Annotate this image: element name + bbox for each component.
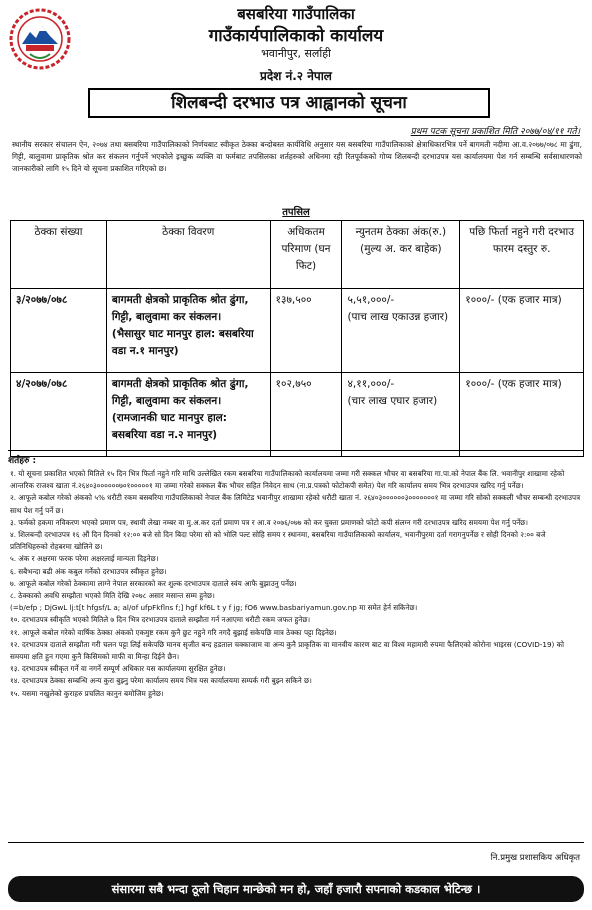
term-item: (=b/efp ; DjGwL lj:t[t hfgsf/L a; al/of ufpFkflns f;] hgf kf6L t y f jg; fO6 www.basbariyamun.gov.np मा समेत हेर्न सकिनेछ। <box>10 603 418 613</box>
province-name: प्रदेश नं.२ नेपाल <box>260 69 332 83</box>
term-item: ११. आफूले कबोल गरेको वार्षिक ठेक्का अंकको एकमुष्ट रकम कुनै छुट नहुने गरि नगदै बुझाई सकेपछि मात्र ठेक्का पट्टा दिइनेछ। <box>10 627 337 637</box>
description-location: (रामजानकी घाट मानपुर हाल: बसबरिया वडा न.२ मानपुर) <box>111 412 227 441</box>
form-fee: १०००/- (एक हजार मात्र) <box>460 373 584 457</box>
letterhead <box>0 0 592 90</box>
col-header-description: ठेक्का विवरण <box>106 221 270 289</box>
signatory-title: नि.प्रमुख प्रशासकिय अधिकृत <box>490 853 580 863</box>
footer-slogan: संसारमा सबै भन्दा ठूलो चिहान मान्छेको मन हो, जहाँ हजारौ सपनाको कडकाल भेटिन्छ । <box>8 876 584 902</box>
amount-words: (चार लाख एघार हजार) <box>347 395 438 407</box>
terms-section <box>8 450 584 843</box>
term-item: १४. दरभाउपत्र ठेक्का सम्बन्धि अन्य कुरा बुझ्नु परेमा कार्यालय समय भित्र यस कार्यालयमा सम्पर्क गरी बुझ्न सकिने छ। <box>10 676 312 686</box>
col-header-max-quantity: अधिकतम परिमाण (घन फिट) <box>270 221 342 289</box>
col-header-contract-no: ठेक्का संख्या <box>11 221 107 289</box>
contract-table <box>10 220 584 457</box>
amount-figure: ५,५१,०००/- <box>347 294 395 306</box>
table-row <box>11 373 584 457</box>
office-address: भवानीपुर, सर्लाही <box>261 47 331 60</box>
publish-date: प्रथम पटक सूचना प्रकाशित मिति २०७७/०४/११ गते। <box>410 127 580 137</box>
term-item: २. आफूले कबोल गरेको अंकको ५% धरौटी रकम बसबरिया गाउँपालिकाको नेपाल बैंक लिमिटेड भवानीपुर शाखामा रहेको धरौटी खाता नं. २६४०३००००००३०००००००१ मा जम्मा गरि सोको सक्कली भौचर सम्बन्धी दरभाउपत्र साथ पेश गर्नु पर्ने छ। <box>10 493 581 515</box>
schedule-heading: तपसिल <box>282 207 310 218</box>
term-item: ५. अंक र अक्षरमा फरक परेमा अक्षरलाई मान्यता दिइनेछ। <box>10 554 159 564</box>
description-main: बागमती क्षेत्रको प्राकृतिक श्रोत ढुंगा, गिट्टी, बालुवामा कर संकलन। <box>111 378 249 407</box>
contract-no: ४/२०७७/०७८ <box>11 373 107 457</box>
term-item: १२. दरभाउपत्र दाताले सम्झौता गरी चलन पट्टा लिई सकेपछि मानव सृजीत बन्द हडताल चक्काजाम वा अन्य कुनै प्राकृतिक वा मानवीय कारण बाट वा विश्व महामारी रुपमा फैलिएको कोरोना भाइरस (COVID-19) को समयमा क्षति हुन गएमा कुनै किसिमको माफी वा मिन्हा दिईने छैन। <box>10 639 564 662</box>
term-item: ७. आफूले कबोल गरेको ठेक्कामा लाग्ने नेपाल सरकारको कर शुल्क दरभाउपत्र दाताले स्वंय आफै बुझाउनु पर्नेछ। <box>10 578 297 588</box>
max-quantity: १०२,७५० <box>270 373 342 457</box>
intro-paragraph: स्थानीय सरकार संचालन ऐन, २०७४ तथा बसबरिया गाउँपालिकाको निर्णयबाट स्वीकृत ठेक्का बन्दोबस्त कार्यविधि अनुसार यस बसबरिया गाउँपालिकाको क्षेत्राधिकारभित्र पर्ने बागमती नदीमा आ.व.२०७७/०७८ मा ढुंगा, गिट्टी, बालुवामा प्राकृतिक श्रोत कर संकलन गर्नुपर्ने भएकोले इच्छुक व्यक्ति वा फर्मबाट तपसिलका शर्तहरुको अधिनमा रही रितपूर्वकको गोप्य शिलबन्दी दरभाउपत्र यस कार्यालयमा पेश गर्न सम्बन्धि सर्वसाधारणको जानकारीको लागि १५ दिने यो सूचना प्रकाशित गरिएको छ। <box>12 140 582 174</box>
min-amount <box>342 373 460 457</box>
contract-description <box>106 373 270 457</box>
municipality-name: बसबरिया गाउँपालिका <box>237 5 355 23</box>
col-header-form-fee: पछि फिर्ता नहुने गरी दरभाउ फारम दस्तुर रु. <box>460 221 584 289</box>
notice-title: शिलबन्दी दरभाउ पत्र आह्वानको सूचना <box>88 88 490 118</box>
term-item: १. यो सूचना प्रकाशित भएको मितिले १५ दिन भित्र फिर्ता नहुने गरि माथि उल्लेखित रकम बसबरिया गाउँपालिकाको कार्यालयमा जम्मा गरी सक्कल भौचर वा बसबरिया गा.पा.को नेपाल बैंक लि. भवानीपुर शाखामा रहेको आन्तरिक राजश्व खाता नं.२६४०३००००००७०१०००००१ मा जम्मा गरेको सक्कल बैंक भौचर सहित निवेदन साथ (ना.प्र.पत्रको फोटोकपी समेत) पेश गरि कार्यालय समय भित्र दरभाउपत्र खरिद गर्नु पर्नेछ। <box>10 469 565 491</box>
table-header-row <box>11 221 584 289</box>
form-fee: १०००/- (एक हजार मात्र) <box>460 289 584 373</box>
term-item: ४. शिलबन्दी दरभाउपत्र १६ औं दिन दिनको १२:०० बजे सो दिन बिदा परेमा सो को भोलि पल्ट सोहि समय र स्थानमा, बसबरिया गाउँपालिकाको कार्यालय, भवानीपुरमा दर्ता गरागनुपर्नेछ र सोही दिनको २:०० बजे प्रतिनिधिहरुको रोहबरमा खोलिने छ। <box>10 530 546 552</box>
term-item: १०. दरभाउपत्र स्वीकृति भएको मितिले ७ दिन भित्र दरभाउपत्र दाताले सम्झौता गर्न नआएमा धरौटी रकम जफत हुनेछ। <box>10 615 311 625</box>
term-item: ६. सबैभन्दा बढी अंक कबुल गर्नेको दरभाउपत्र स्वीकृत हुनेछ। <box>10 566 167 576</box>
col-header-min-amount: न्युनतम ठेक्का अंक(रु.) (मुल्य अ. कर बाहेक) <box>342 221 460 289</box>
office-name: गाउँकार्यपालिकाको कार्यालय <box>208 26 384 46</box>
contract-description <box>106 289 270 373</box>
term-item: ८. ठेक्काको अवधि सम्झौता भएको मिति देखि २०७८ असार मसान्त सम्म हुनेछ। <box>10 591 215 601</box>
amount-figure: ४,११,०००/- <box>347 378 395 390</box>
max-quantity: १३७,५०० <box>270 289 342 373</box>
min-amount <box>342 289 460 373</box>
term-item: ३. फर्मको हकमा नविकरण भएको प्रमाण पत्र, स्थायी लेखा नम्बर वा मु.अ.कर दर्ता प्रमाण पत्र र आ.व २०७६/०७७ को कर चुक्ता प्रमाणको फोटो कपी संलग्न गरी दरभाउपत्र खरिद समयमा पेश गर्नु पर्नेछ। <box>10 517 528 527</box>
terms-heading: शर्तहरु : <box>8 456 37 466</box>
term-item: १५. यसमा नखुलेको कुराहरु प्रचलित कानुन बमोजिम हुनेछ। <box>10 688 164 698</box>
contract-no: ३/२०७७/०७८ <box>11 289 107 373</box>
table-row <box>11 289 584 373</box>
term-item: १३. दरभाउपत्र स्वीकृत गर्ने वा नगर्ने सम्पूर्ण अधिकार यस कार्यालयमा सुरक्षित हुनेछ। <box>10 664 226 674</box>
description-location: (भैसासुर घाट मानपुर हाल: बसबरिया वडा न.१ मानपुर) <box>111 328 254 357</box>
amount-words: (पाच लाख एकाउन्न हजार) <box>347 311 449 323</box>
description-main: बागमती क्षेत्रको प्राकृतिक श्रोत ढुंगा, गिट्टी, बालुवामा कर संकलन। <box>111 294 249 323</box>
